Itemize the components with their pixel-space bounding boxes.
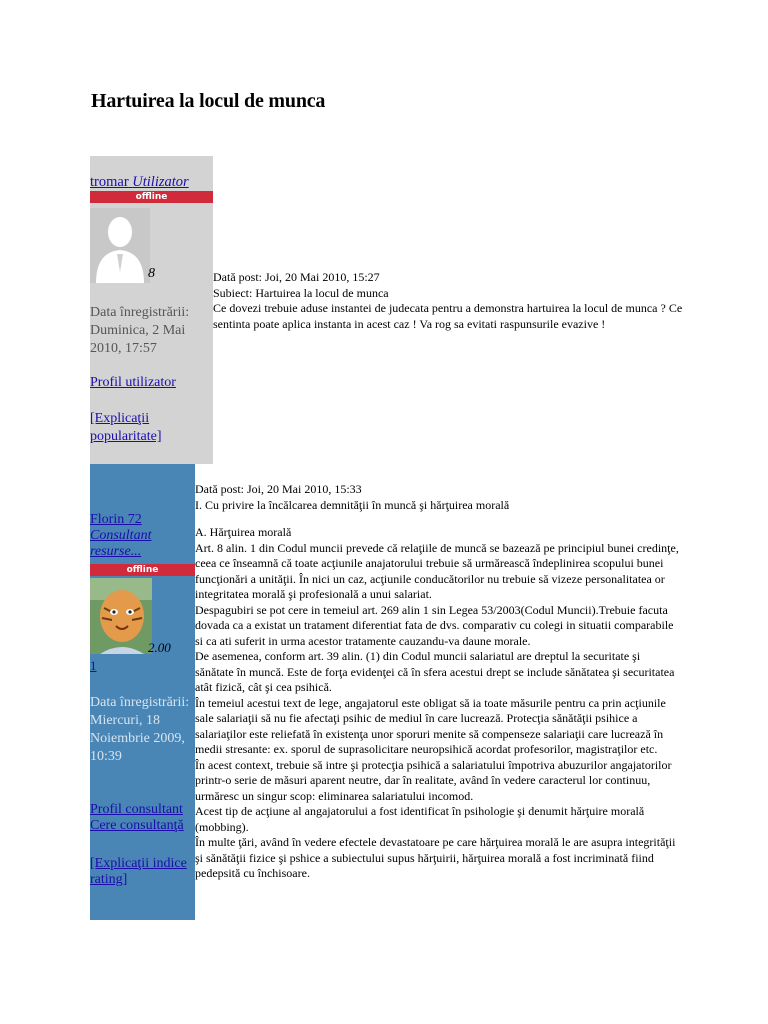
post2-paragraph: În acest context, trebuie să intre şi protecţia psihică a salariatului împotriva abuzurilor angajatorilor printr-o serie de măsuri aparent neutre, dar în realitate, având în vedere caracterul lor continuu, urmăresc un singur scop: eliminarea salariatului incomod. [195,757,672,803]
post2-paragraph: Despagubiri se pot cere in temeiul art. 269 alin 1 sin Legea 53/2003(Codul Muncii).Trebuie facuta dovada ca a existat un tratament diferentiat fata de dvs. comparativ cu colegi in situatii comparabile si ca ati suferit in urma acestor tratamente cauzandu-va daune morale. [195,602,674,648]
post1-popularity-link[interactable]: [Explicaţii popularitate] [90,411,162,444]
post1-body: Ce dovezi trebuie aduse instantei de judecata pentru a demonstra hartuirea la locul de munca ? Ce sentinta poate aplica instanta in acest caz ! Va rog sa evitati raspunsurile evazive ! [213,301,683,331]
post1-subject: Subiect: Hartuirea la locul de munca [213,285,389,300]
post2-rank: 2.00 [148,640,171,655]
post2-paragraph: Acest tip de acţiune al angajatorului a fost identificat în psihologie şi denumit hărţuire morală (mobbing). [195,804,645,834]
post2-author-link[interactable] [90,512,190,560]
post2-status-badge: offline [90,564,195,576]
post2-paragraph: În multe ţări, având în vedere efectele devastatoare pe care hărţuirea morală le are asupra integrităţii şi sănătăţii fizice şi pshice a subiectului supus hărţuirii, hărţuirea morală a fost incriminată fiind pedepsită cu închisoare. [195,835,676,880]
post2-registration: Data înregistrării: Miercuri, 18 Noiembrie 2009, 10:39 [90,695,190,764]
post2-subheading: A. Hărţuirea morală [195,525,292,539]
post1-date: Dată post: Joi, 20 Mai 2010, 15:27 [213,270,380,284]
post2-paragraph: În temeiul acestui text de lege, angajatorul este obligat să ia toate măsurile pentru ca prin acţiunile sale salariaţii să nu fie afectaţi psihic de mediul în care lucrează. Protecţia sănătăţii psihice a salariaţilor este reliefată în existenţa unor sporuri menite să compenseze salariaţii care lucrează în medii stresante: ex. sporul de suprasolicitare neuropsihică acordat profesorilor, magistraţilor etc. [195,695,666,756]
post1-author-panel [90,156,213,464]
post2-author-panel [90,464,195,920]
post2-heading: I. Cu privire la încălcarea demnităţii în muncă şi hărţuirea morală [195,497,510,512]
post2-author-name[interactable]: Florin 72 [90,512,142,527]
post2-paragraph: Art. 8 alin. 1 din Codul muncii prevede că relaţiile de muncă se bazează pe principiul bunei credinţe, ceea ce înseamnă că toate acţiunile anajatorului trebuie să urmărească îndeplinirea scopului bunei funcţionări a unităţii. În nici un caz, acţiunile conducătorilor nu trebuie să vizeze personalitatea or integritatea morală şi profesională a unui salariat. [195,540,679,601]
post1-author-link[interactable] [90,174,189,191]
post1-profile-link[interactable]: Profil utilizator [90,375,176,390]
post1-author-role[interactable]: Utilizator [132,174,189,190]
post1-status-badge: offline [90,191,213,203]
post2-rank-extra[interactable]: 1 [90,658,97,673]
post2-consult-link[interactable]: Cere consultanţă [90,818,184,833]
post2-content [195,482,681,882]
post2-profile-link[interactable]: Profil consultant [90,802,183,817]
post2-author-role[interactable]: Consultant resurse... [90,528,152,559]
post1-rank: 8 [148,266,155,281]
page-title: Hartuirea la locul de munca [91,90,326,112]
post1-avatar-placeholder-icon [90,208,150,283]
post2-avatar-photo [90,578,152,654]
post1-content [213,270,683,332]
post2-paragraph: De asemenea, conform art. 39 alin. (1) din Codul muncii salariatul are dreptul la securitate şi sănătate în muncă. Este de forţa evidenţei că în sfera acestui drept se include sănătatea şi securitatea atât fizică, cât şi cea psihică. [195,649,675,694]
post2-rating-link[interactable]: [Explicaţii indice rating] [90,856,187,887]
post1-registration: Data înregistrării: Duminica, 2 Mai 2010, 17:57 [90,305,190,356]
post1-author-name[interactable]: tromar [90,174,129,190]
post2-date: Dată post: Joi, 20 Mai 2010, 15:33 [195,482,362,496]
